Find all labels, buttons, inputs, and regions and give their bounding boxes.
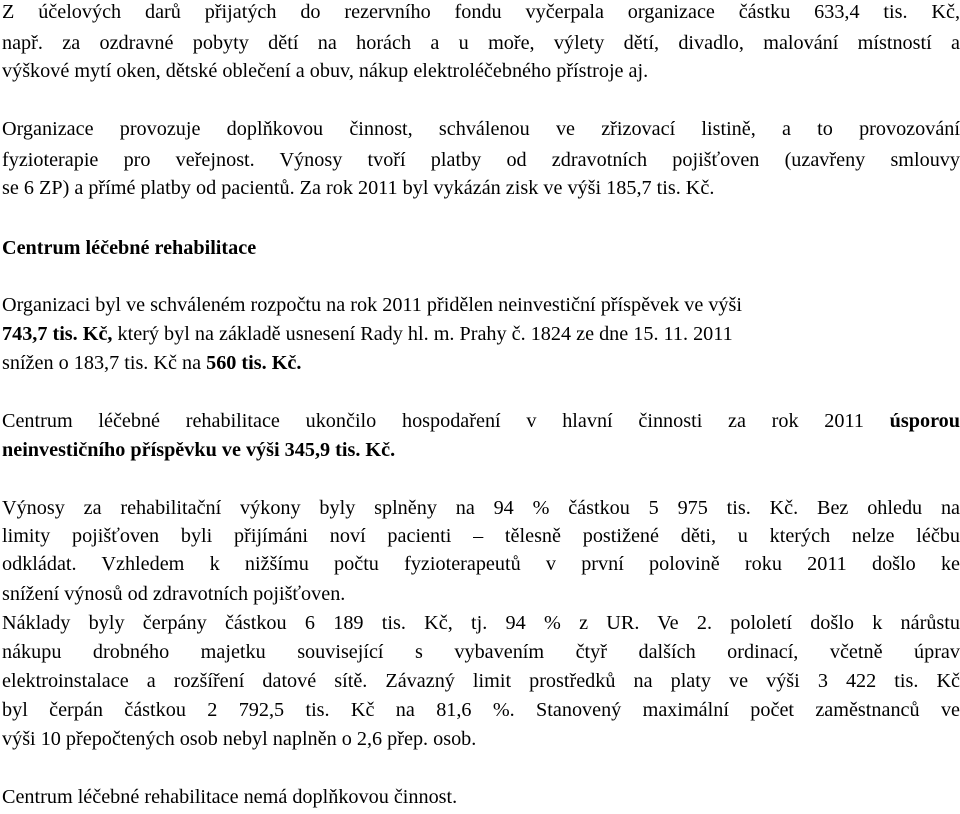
paragraph-5-line-2: limity pojišťoven byli přijímáni noví pacienti – tělesně postižené děti, u kterých nelze léčbu: [2, 525, 960, 547]
paragraph-5-line-7: elektroinstalace a rozšíření datové sítě. Závazný limit prostředků na platy ve výši 3 422 tis. Kč: [2, 670, 960, 692]
paragraph-5-line-4: snížení výnosů od zdravotních pojišťoven.: [2, 583, 346, 605]
paragraph-5-line-8: byl čerpán částkou 2 792,5 tis. Kč na 81,6 %. Stanovený maximální počet zaměstnanců ve: [2, 699, 960, 721]
paragraph-4-line-2: neinvestičního příspěvku ve výši 345,9 tis. Kč.: [2, 439, 396, 461]
paragraph-5-line-3: odkládat. Vzhledem k nižšímu počtu fyzioterapeutů v první polovině roku 2011 došlo ke: [2, 553, 960, 575]
paragraph-3-line-2: [2, 322, 960, 347]
section-heading: Centrum léčebné rehabilitace: [2, 237, 257, 259]
paragraph-1-line-1: Z účelových darů přijatých do rezervního fondu vyčerpala organizace částku 633,4 tis. Kč,: [2, 1, 960, 23]
paragraph-1-line-3: výškové mytí oken, dětské oblečení a obuv, nákup elektroléčebného přístroje aj.: [2, 60, 649, 82]
savings-word: úsporou: [889, 410, 960, 432]
paragraph-4-line-1: [2, 409, 960, 434]
paragraph-6-line-1: Centrum léčebné rehabilitace nemá doplňkovou činnost.: [2, 786, 458, 808]
paragraph-5-line-5: Náklady byly čerpány částkou 6 189 tis. Kč, tj. 94 % z UR. Ve 2. pololetí došlo k nárůstu: [2, 612, 960, 634]
paragraph-5-line-9: výši 10 přepočtených osob nebyl naplněn o 2,6 přep. osob.: [2, 728, 477, 750]
paragraph-2-line-2: fyzioterapie pro veřejnost. Výnosy tvoří platby od zdravotních pojišťoven (uzavřeny smlouvy: [2, 149, 960, 171]
paragraph-3-line-2-text: který byl na základě usnesení Rady hl. m. Prahy č. 1824 ze dne 15. 11. 2011: [112, 323, 733, 345]
paragraph-3-line-3-text: snížen o 183,7 tis. Kč na: [2, 352, 207, 374]
allocated-amount: 743,7 tis. Kč,: [2, 323, 113, 345]
final-amount: 560 tis. Kč.: [206, 352, 302, 374]
paragraph-5-line-6: nákupu drobného majetku související s vybavením čtyř dalších ordinací, včetně úprav: [2, 641, 960, 663]
paragraph-3-line-1: Organizaci byl ve schváleném rozpočtu na rok 2011 přidělen neinvestiční příspěvek ve výši: [2, 294, 742, 316]
paragraph-3-line-3: [2, 351, 960, 376]
paragraph-1-line-2: např. za ozdravné pobyty dětí na horách a u moře, výlety dětí, divadlo, malování místností a: [2, 32, 960, 54]
paragraph-2-line-3: se 6 ZP) a přímé platby od pacientů. Za rok 2011 byl vykázán zisk ve výši 185,7 tis. Kč.: [2, 177, 715, 199]
paragraph-4-line-1-text: Centrum léčebné rehabilitace ukončilo hospodaření v hlavní činnosti za rok 2011: [2, 410, 890, 432]
paragraph-5-line-1: Výnosy za rehabilitační výkony byly splněny na 94 % částkou 5 975 tis. Kč. Bez ohledu na: [2, 497, 960, 519]
paragraph-2-line-1: Organizace provozuje doplňkovou činnost, schválenou ve zřizovací listině, a to provozování: [2, 118, 960, 140]
